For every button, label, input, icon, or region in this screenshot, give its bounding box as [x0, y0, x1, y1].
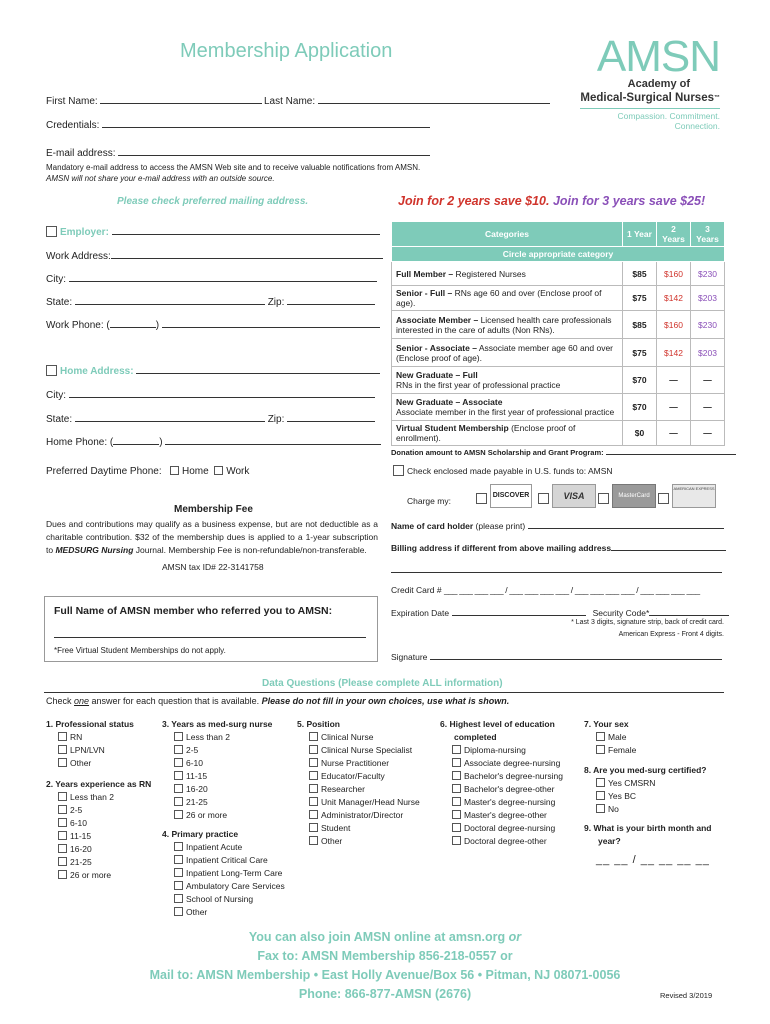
billing-label: Billing address if different from above mailing address	[391, 543, 612, 553]
q3-option-checkbox[interactable]	[174, 732, 183, 741]
q5-option: Nurse Practitioner	[321, 758, 390, 768]
work-option-label: Work	[226, 466, 250, 477]
q5-option-checkbox[interactable]	[309, 758, 318, 767]
amex-checkbox[interactable]	[658, 493, 669, 504]
preferred-phone-label: Preferred Daytime Phone:	[46, 466, 162, 477]
q2-option-checkbox[interactable]	[58, 818, 67, 827]
price-1yr[interactable]: $70	[623, 367, 657, 394]
question-3	[162, 718, 272, 822]
q1-option: LPN/LVN	[70, 745, 105, 755]
mastercard-checkbox[interactable]	[598, 493, 609, 504]
price-2yr[interactable]: $142	[657, 339, 691, 367]
home-phone-checkbox[interactable]	[170, 466, 179, 475]
row-name: New Graduate – Full	[396, 370, 478, 380]
last-name-label: Last Name:	[264, 96, 316, 107]
q5-option-checkbox[interactable]	[309, 771, 318, 780]
zip2-label: Zip:	[267, 414, 285, 425]
instr-mid: answer for each question that is available.	[89, 696, 262, 706]
referral-field[interactable]	[54, 628, 366, 638]
instr-bold: Please do not fill in your own choices, use what is shown.	[261, 696, 510, 706]
row-desc: Licensed health care professionals interested in the care of adults (Non RNs).	[396, 314, 612, 335]
q6-option: Associate degree-nursing	[464, 758, 561, 768]
zip2-field[interactable]	[287, 412, 375, 422]
security-code-field[interactable]	[649, 607, 729, 616]
price-1yr[interactable]: $75	[623, 286, 657, 311]
data-questions-divider	[44, 692, 724, 693]
col-3-years: 3 Years	[691, 222, 725, 247]
q4-option-checkbox[interactable]	[174, 855, 183, 864]
tagline: Compassion. Commitment. Connection.	[617, 111, 720, 131]
row-desc: RNs age 60 and over (Enclose proof of age).	[396, 288, 602, 308]
q5-option: Unit Manager/Head Nurse	[321, 797, 420, 807]
pricing-table	[391, 221, 725, 446]
instr-one: one	[74, 696, 90, 706]
q4-title: 4. Primary practice	[162, 829, 239, 839]
q3-option-checkbox[interactable]	[174, 810, 183, 819]
q5-option-checkbox[interactable]	[309, 797, 318, 806]
table-row[interactable]	[392, 286, 725, 311]
question-2	[46, 778, 151, 882]
q6-option: Diploma-nursing	[464, 745, 526, 755]
price-1yr[interactable]: $85	[623, 262, 657, 286]
state2-field[interactable]	[75, 412, 265, 422]
cardholder-hint: (please print)	[473, 521, 526, 531]
discover-card-icon	[490, 484, 532, 508]
footer-mail: Mail to: AMSN Membership • East Holly Avenue/Box 56 • Pitman, NJ 08071-0056	[149, 968, 621, 982]
expiration-label: Expiration Date	[391, 608, 450, 618]
referral-note: *Free Virtual Student Memberships do not apply.	[54, 646, 226, 655]
q8-option: Yes CMSRN	[608, 778, 656, 788]
amex-note: American Express - Front 4 digits.	[618, 631, 724, 638]
q8-option-checkbox[interactable]	[596, 804, 605, 813]
q6-option: Doctoral degree-other	[464, 836, 547, 846]
q4-option: Inpatient Acute	[186, 842, 243, 852]
q4-option-checkbox[interactable]	[174, 881, 183, 890]
col-categories: Categories	[392, 222, 623, 247]
cardholder-field[interactable]	[528, 520, 724, 529]
q6-option: Doctoral degree-nursing	[464, 823, 556, 833]
logo-divider	[580, 108, 720, 109]
q5-option: Administrator/Director	[321, 810, 404, 820]
q3-option-checkbox[interactable]	[174, 745, 183, 754]
zip-field[interactable]	[287, 295, 375, 305]
signature-field[interactable]	[430, 651, 722, 660]
billing-field[interactable]	[611, 542, 726, 551]
amex-card-icon	[672, 484, 716, 508]
logo-line1: Academy of	[627, 78, 690, 90]
col-2-years: 2 Years	[657, 222, 691, 247]
q2-option-checkbox[interactable]	[58, 831, 67, 840]
q4-option: Ambulatory Care Services	[186, 881, 285, 891]
question-1	[46, 718, 134, 770]
revised-date: Revised 3/2019	[660, 991, 713, 1000]
question-7	[584, 718, 636, 757]
q3-option-checkbox[interactable]	[174, 784, 183, 793]
price-2yr[interactable]: $160	[657, 262, 691, 286]
price-3yr[interactable]: $230	[691, 311, 725, 339]
q7-option: Male	[608, 732, 627, 742]
q4-option-checkbox[interactable]	[174, 894, 183, 903]
visa-card-icon	[552, 484, 596, 508]
circle-category: Circle appropriate category	[392, 247, 725, 262]
security-note: * Last 3 digits, signature strip, back of credit card.	[571, 619, 724, 626]
q6-title: 6. Highest level of education	[440, 719, 555, 729]
table-row[interactable]	[392, 339, 725, 367]
home-address-field[interactable]	[136, 364, 380, 374]
q5-option-checkbox[interactable]	[309, 823, 318, 832]
q1-option-checkbox[interactable]	[58, 745, 67, 754]
question-6	[440, 718, 563, 848]
first-name-label: First Name:	[46, 96, 98, 107]
q2-option-checkbox[interactable]	[58, 870, 67, 879]
q4-option-checkbox[interactable]	[174, 842, 183, 851]
q6-option-checkbox[interactable]	[452, 784, 461, 793]
row-desc: (Enclose proof of enrollment).	[396, 423, 576, 443]
question-9	[584, 822, 712, 867]
q1-title: 1. Professional status	[46, 719, 134, 729]
logo-text: AMSN	[596, 32, 720, 81]
question-4	[162, 828, 285, 919]
promo-2yr: Join for 2 years save $10.	[398, 194, 550, 208]
footer-online: You can also join AMSN online at amsn.org	[248, 930, 509, 944]
city-field[interactable]	[69, 272, 377, 282]
state-field[interactable]	[75, 295, 265, 305]
home-address-label: Home Address:	[60, 366, 134, 377]
row-desc: RNs in the first year of professional practice	[396, 380, 561, 390]
security-code-label: Security Code*	[592, 608, 650, 618]
work-phone-area-field[interactable]	[110, 318, 156, 328]
q2-option-checkbox[interactable]	[58, 857, 67, 866]
price-1yr[interactable]: $70	[623, 394, 657, 421]
q5-option-checkbox[interactable]	[309, 732, 318, 741]
work-phone-checkbox[interactable]	[214, 466, 223, 475]
q2-option: 2-5	[70, 805, 83, 815]
row-desc: Associate member in the first year of professional practice	[396, 407, 615, 417]
q6-option-checkbox[interactable]	[452, 836, 461, 845]
q3-option: 6-10	[186, 758, 204, 768]
city2-field[interactable]	[69, 388, 375, 398]
footer-contact	[0, 928, 770, 1004]
q7-option-checkbox[interactable]	[596, 745, 605, 754]
mailing-heading: Please check preferred mailing address.	[117, 196, 309, 207]
q2-option: 6-10	[70, 818, 88, 828]
q1-option: Other	[70, 758, 92, 768]
q3-option: 26 or more	[186, 810, 228, 820]
q5-option-checkbox[interactable]	[309, 784, 318, 793]
cardholder-label: Name of card holder	[391, 521, 474, 531]
q6-option-checkbox[interactable]	[452, 810, 461, 819]
price-3yr: —	[691, 394, 725, 421]
check-enclosed-label: Check enclosed made payable in U.S. funds to: AMSN	[407, 466, 613, 476]
price-1yr[interactable]: $0	[623, 421, 657, 446]
price-2yr: —	[657, 421, 691, 446]
col-1-year: 1 Year	[623, 222, 657, 247]
table-row[interactable]	[392, 394, 725, 421]
amex-text: AMERICAN EXPRESS	[673, 486, 715, 491]
q8-option-checkbox[interactable]	[596, 778, 605, 787]
price-1yr[interactable]: $85	[623, 311, 657, 339]
first-name-field[interactable]	[100, 94, 262, 104]
donation-label: Donation amount to AMSN Scholarship and Grant Program:	[391, 448, 604, 457]
work-address-label: Work Address:	[46, 251, 111, 262]
visa-text: VISA	[563, 491, 585, 501]
row-name: Full Member –	[396, 268, 454, 279]
employer-checkbox[interactable]	[46, 226, 57, 237]
q3-option: 2-5	[186, 745, 199, 755]
data-questions-heading: Data Questions (Please complete ALL information)	[262, 678, 503, 689]
q4-option: Inpatient Long-Term Care	[186, 868, 283, 878]
q5-option: Educator/Faculty	[321, 771, 385, 781]
donation-field[interactable]	[606, 446, 736, 455]
q5-title: 5. Position	[297, 719, 340, 729]
q2-option: 21-25	[70, 857, 92, 867]
price-2yr: —	[657, 394, 691, 421]
row-name: Associate Member –	[396, 314, 479, 325]
price-2yr: —	[657, 367, 691, 394]
q3-title: 3. Years as med-surg nurse	[162, 719, 273, 729]
logo-tm: ™	[714, 95, 720, 101]
q3-option-checkbox[interactable]	[174, 758, 183, 767]
q8-option: Yes BC	[608, 791, 637, 801]
promo-3yr: Join for 3 years save $25!	[552, 194, 706, 208]
home-phone-label: Home Phone: (	[46, 437, 114, 448]
zip-label: Zip:	[267, 297, 285, 308]
q6-option-checkbox[interactable]	[452, 771, 461, 780]
credentials-field[interactable]	[102, 118, 430, 128]
row-name: Virtual Student Membership	[396, 423, 509, 433]
q7-option-checkbox[interactable]	[596, 732, 605, 741]
table-row[interactable]	[392, 311, 725, 339]
q5-option-checkbox[interactable]	[309, 836, 318, 845]
q8-option: No	[608, 804, 619, 814]
q4-option-checkbox[interactable]	[174, 907, 183, 916]
birth-date-field[interactable]: __ __ / __ __ __ __	[596, 854, 710, 866]
row-desc: Registered Nurses	[453, 268, 526, 279]
paren: )	[159, 437, 163, 448]
row-name: Senior - Associate –	[396, 342, 477, 353]
home-phone-field[interactable]	[165, 435, 381, 445]
home-option-label: Home	[181, 466, 209, 477]
table-row[interactable]	[392, 367, 725, 394]
table-row[interactable]	[392, 421, 725, 446]
work-address-field[interactable]	[111, 249, 383, 259]
q2-option: Less than 2	[70, 792, 114, 802]
paren: )	[155, 320, 160, 331]
q8-option-checkbox[interactable]	[596, 791, 605, 800]
q9-title-cont: year?	[598, 836, 621, 846]
q2-option: 26 or more	[70, 870, 112, 880]
q3-option: 21-25	[186, 797, 208, 807]
credit-card-field[interactable]: ___ ___ ___ ___ / ___ ___ ___ ___ / ___ ___ ___ ___ / ___ ___ ___ ___	[443, 585, 700, 595]
question-5	[297, 718, 420, 848]
q3-option: Less than 2	[186, 732, 230, 742]
price-3yr[interactable]: $203	[691, 286, 725, 311]
discover-text: DISCOVER	[492, 492, 530, 499]
q9-title: 9. What is your birth month and	[584, 823, 712, 833]
credit-card-label: Credit Card #	[391, 585, 442, 595]
q1-option-checkbox[interactable]	[58, 732, 67, 741]
q6-option: Bachelor's degree-nursing	[464, 771, 563, 781]
q6-option: Bachelor's degree-other	[464, 784, 555, 794]
price-2yr[interactable]: $142	[657, 286, 691, 311]
amsn-logo	[580, 32, 720, 131]
work-phone-field[interactable]	[162, 318, 380, 328]
q5-option: Student	[321, 823, 351, 833]
price-3yr: —	[691, 367, 725, 394]
signature-label: Signature	[391, 652, 428, 662]
q7-option: Female	[608, 745, 637, 755]
q5-option: Other	[321, 836, 343, 846]
row-name: New Graduate – Associate	[396, 397, 503, 407]
q2-title: 2. Years experience as RN	[46, 779, 152, 789]
instr-pre: Check	[46, 696, 75, 706]
fee-text	[46, 518, 378, 557]
mastercard-icon	[612, 484, 656, 508]
price-3yr[interactable]: $203	[691, 339, 725, 367]
state2-label: State:	[46, 414, 73, 425]
q4-option: Other	[186, 907, 208, 917]
fee-heading: Membership Fee	[174, 504, 253, 515]
email-note: Mandatory e-mail address to access the AMSN Web site and to receive valuable notifications from AMSN.	[46, 163, 421, 172]
q5-option-checkbox[interactable]	[309, 810, 318, 819]
q5-option: Researcher	[321, 784, 365, 794]
check-enclosed-checkbox[interactable]	[393, 465, 404, 476]
employer-field[interactable]	[112, 225, 380, 235]
city2-label: City:	[46, 390, 66, 401]
employer-label: Employer:	[60, 227, 109, 238]
q5-option: Clinical Nurse	[321, 732, 374, 742]
expiration-field[interactable]	[452, 607, 586, 616]
q2-option: 16-20	[70, 844, 92, 854]
q5-option-checkbox[interactable]	[309, 745, 318, 754]
q2-option-checkbox[interactable]	[58, 805, 67, 814]
q1-option-checkbox[interactable]	[58, 758, 67, 767]
row-name: Senior - Full –	[396, 288, 453, 298]
fee-text-part1: Dues and contributions may qualify as a business expense, but are not deductible as a charitable contribution. $32 of the membership dues is applied to a 1-year subscription to	[46, 519, 378, 555]
charge-label: Charge my:	[407, 496, 451, 506]
instructions	[46, 696, 509, 706]
footer-fax: Fax to: AMSN Membership 856-218-0557 or	[257, 949, 513, 963]
credentials-label: Credentials:	[46, 120, 100, 131]
q6-option: Master's degree-nursing	[464, 797, 556, 807]
city-label: City:	[46, 274, 66, 285]
fee-journal: MEDSURG Nursing	[55, 545, 134, 555]
email-privacy-note: AMSN will not share your e-mail address with an outside source.	[46, 174, 275, 183]
price-2yr[interactable]: $160	[657, 311, 691, 339]
home-address-checkbox[interactable]	[46, 365, 57, 376]
mastercard-text: MasterCard	[618, 493, 650, 499]
fee-text-part2: Journal. Membership Fee is non-refundable/non-transferable.	[133, 545, 367, 555]
q4-option: Inpatient Critical Care	[186, 855, 268, 865]
q1-option: RN	[70, 732, 83, 742]
state-label: State:	[46, 297, 73, 308]
price-3yr: —	[691, 421, 725, 446]
q3-option: 11-15	[186, 771, 208, 781]
q3-option: 16-20	[186, 784, 208, 794]
q2-option: 11-15	[70, 831, 92, 841]
q3-option-checkbox[interactable]	[174, 797, 183, 806]
q2-option-checkbox[interactable]	[58, 844, 67, 853]
q6-option-checkbox[interactable]	[452, 823, 461, 832]
q6-option-checkbox[interactable]	[452, 758, 461, 767]
footer-or: or	[508, 930, 522, 944]
q4-option: School of Nursing	[186, 894, 254, 904]
row-desc: Associate member age 60 and over (Enclose proof of age).	[396, 342, 614, 363]
work-phone-label: Work Phone: (	[46, 320, 110, 331]
referral-heading: Full Name of AMSN member who referred you to AMSN:	[54, 605, 333, 617]
q8-title: 8. Are you med-surg certified?	[584, 765, 707, 775]
price-1yr[interactable]: $75	[623, 339, 657, 367]
table-row[interactable]	[392, 262, 725, 286]
home-phone-area-field[interactable]	[113, 435, 159, 445]
page-title: Membership Application	[180, 40, 393, 62]
visa-checkbox[interactable]	[538, 493, 549, 504]
q6-option: Master's degree-other	[464, 810, 547, 820]
q4-option-checkbox[interactable]	[174, 868, 183, 877]
tax-id: AMSN tax ID# 22-3141758	[162, 562, 264, 572]
billing-field-line2[interactable]	[391, 563, 722, 573]
q5-option: Clinical Nurse Specialist	[321, 745, 413, 755]
discover-checkbox[interactable]	[476, 493, 487, 504]
q7-title: 7. Your sex	[584, 719, 629, 729]
q6-option-checkbox[interactable]	[452, 745, 461, 754]
q6-option-checkbox[interactable]	[452, 797, 461, 806]
email-field[interactable]	[118, 146, 430, 156]
q2-option-checkbox[interactable]	[58, 792, 67, 801]
logo-line2: Medical-Surgical Nurses	[580, 92, 714, 104]
q3-option-checkbox[interactable]	[174, 771, 183, 780]
footer-phone: Phone: 866-877-AMSN (2676)	[298, 987, 472, 1001]
price-3yr[interactable]: $230	[691, 262, 725, 286]
email-label: E-mail address:	[46, 148, 116, 159]
q6-title-cont: completed	[454, 732, 497, 742]
question-8	[584, 764, 707, 816]
last-name-field[interactable]	[318, 94, 550, 104]
